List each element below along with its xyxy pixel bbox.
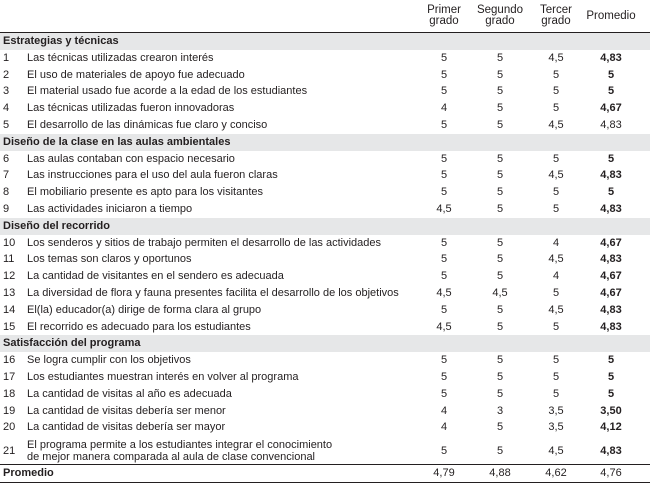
row-number: 12 <box>3 270 16 283</box>
total-c2: 4,88 <box>489 467 511 480</box>
row-text <box>27 100 234 117</box>
row-value-c4: 4,83 <box>600 51 622 64</box>
row-value-c1: 4 <box>440 404 448 417</box>
row-number: 9 <box>3 202 10 215</box>
table-row <box>0 352 650 369</box>
row-text <box>27 302 261 319</box>
row-value-c1: 5 <box>440 118 448 131</box>
table-row <box>0 83 650 100</box>
row-value-c2: 5 <box>496 320 504 333</box>
table-row <box>0 403 650 420</box>
row-value-c4: 4,83 <box>600 320 622 333</box>
row-value-c3: 5 <box>552 354 560 367</box>
row-value-c2: 5 <box>496 370 504 383</box>
row-number: 20 <box>3 421 16 434</box>
row-value-c3: 5 <box>552 186 560 199</box>
row-number: 17 <box>3 370 16 383</box>
row-value-c1: 5 <box>440 169 448 182</box>
table-row <box>0 167 650 184</box>
row-value-c2: 5 <box>496 354 504 367</box>
row-value-c4: 5 <box>607 152 615 165</box>
row-value-c4: 4,67 <box>600 102 622 115</box>
table-row <box>0 67 650 84</box>
row-text-line: Los temas son claros y oportunos <box>27 253 192 266</box>
row-text <box>27 386 232 403</box>
total-c1: 4,79 <box>433 467 455 480</box>
row-text <box>27 352 191 369</box>
row-value-c1: 5 <box>440 152 448 165</box>
row-text-line: El material usado fue acorde a la edad de los estudiantes <box>27 85 308 98</box>
row-value-c1: 5 <box>440 68 448 81</box>
row-value-c4: 5 <box>607 387 615 400</box>
row-value-c2: 5 <box>496 102 504 115</box>
row-value-c2: 5 <box>496 169 504 182</box>
table-row <box>0 386 650 403</box>
table-row <box>0 50 650 67</box>
row-text-line: La diversidad de flora y fauna presentes facilita el desarrollo de los objetivos <box>27 286 399 299</box>
row-text-line: El mobiliario presente es apto para los visitantes <box>27 186 264 199</box>
row-value-c2: 5 <box>496 236 504 249</box>
row-text-line: El recorrido es adecuado para los estudiantes <box>27 320 251 333</box>
row-value-c3: 4,5 <box>548 303 564 316</box>
row-text <box>27 251 191 268</box>
table-row <box>0 369 650 386</box>
row-value-c2: 5 <box>496 270 504 283</box>
row-value-c3: 4,5 <box>548 253 564 266</box>
row-number: 21 <box>3 445 16 458</box>
row-text-line: La cantidad de visitas debería ser mayor <box>27 421 226 434</box>
row-text <box>27 285 399 302</box>
row-value-c2: 5 <box>496 186 504 199</box>
row-text-line: Las instrucciones para el uso del aula fueron claras <box>27 169 278 182</box>
section-title: Diseño de la clase en las aulas ambientales <box>3 135 231 148</box>
row-text-line: Las técnicas utilizadas crearon interés <box>27 51 214 64</box>
row-value-c3: 4,5 <box>548 445 564 458</box>
row-value-c2: 5 <box>496 51 504 64</box>
row-text-line: Las actividades iniciaron a tiempo <box>27 202 193 215</box>
row-number: 16 <box>3 354 16 367</box>
table-row <box>0 319 650 336</box>
row-number: 19 <box>3 404 16 417</box>
row-value-c2: 5 <box>496 68 504 81</box>
row-text <box>27 67 245 84</box>
row-value-c4: 4,83 <box>600 253 622 266</box>
row-value-c1: 5 <box>440 445 448 458</box>
row-text-line: La cantidad de visitantes en el sendero es adecuada <box>27 270 284 283</box>
table-row <box>0 184 650 201</box>
row-number: 14 <box>3 303 16 316</box>
row-value-c2: 3 <box>496 404 504 417</box>
row-text-line: La cantidad de visitas al año es adecuada <box>27 387 232 400</box>
row-value-c4: 4,83 <box>600 118 622 131</box>
section-title: Estrategias y técnicas <box>3 35 119 47</box>
row-value-c2: 5 <box>496 303 504 316</box>
row-value-c2: 5 <box>496 85 504 98</box>
row-value-c3: 3,5 <box>548 404 564 417</box>
total-label: Promedio <box>3 467 54 480</box>
row-number: 11 <box>3 253 15 266</box>
section-title: Diseño del recorrido <box>3 219 110 232</box>
row-value-c4: 4,83 <box>600 169 622 182</box>
row-value-c3: 5 <box>552 85 560 98</box>
header-primer-grado: Primer grado <box>427 4 461 27</box>
table-row <box>0 117 650 134</box>
table-row <box>0 268 650 285</box>
row-value-c4: 5 <box>607 354 615 367</box>
row-value-c4: 4,12 <box>600 421 622 434</box>
row-value-c1: 4 <box>440 102 448 115</box>
row-number: 13 <box>3 286 16 299</box>
row-value-c3: 3,5 <box>548 421 564 434</box>
row-value-c3: 5 <box>552 387 560 400</box>
table-row <box>0 201 650 218</box>
row-value-c3: 5 <box>552 286 560 299</box>
row-text <box>27 184 263 201</box>
row-number: 1 <box>3 51 10 64</box>
row-value-c4: 4,67 <box>600 236 622 249</box>
row-value-c1: 5 <box>440 186 448 199</box>
row-text-line: El uso de materiales de apoyo fue adecuado <box>27 68 245 81</box>
row-value-c4: 5 <box>607 85 615 98</box>
row-value-c2: 5 <box>496 387 504 400</box>
row-text <box>27 419 225 436</box>
row-value-c1: 5 <box>440 354 448 367</box>
row-text <box>27 268 284 285</box>
row-value-c3: 5 <box>552 370 560 383</box>
row-value-c3: 4,5 <box>548 118 564 131</box>
row-number: 3 <box>3 85 10 98</box>
row-value-c1: 4,5 <box>436 320 452 333</box>
row-text <box>27 369 298 386</box>
row-number: 15 <box>3 320 16 333</box>
table-row <box>0 302 650 319</box>
row-value-c2: 5 <box>496 421 504 434</box>
row-value-c1: 5 <box>440 370 448 383</box>
row-text <box>27 117 267 134</box>
row-value-c1: 5 <box>440 303 448 316</box>
row-value-c4: 4,83 <box>600 445 622 458</box>
total-c3: 4,62 <box>545 467 567 480</box>
section-header <box>0 335 650 352</box>
section-header <box>0 134 650 151</box>
row-text-line: de mejor manera comparada al aula de clase convencional <box>27 451 316 464</box>
header-promedio: Promedio <box>586 10 636 22</box>
row-value-c2: 5 <box>496 152 504 165</box>
section-header <box>0 218 650 235</box>
row-value-c4: 5 <box>607 370 615 383</box>
row-number: 5 <box>3 118 10 131</box>
table-row <box>0 436 650 464</box>
row-value-c3: 5 <box>552 102 560 115</box>
row-text-line: Los senderos y sitios de trabajo permiten el desarrollo de las actividades <box>27 236 382 249</box>
row-value-c3: 4 <box>552 270 560 283</box>
row-value-c1: 5 <box>440 85 448 98</box>
row-value-c1: 4,5 <box>436 286 452 299</box>
row-text <box>27 235 381 252</box>
row-value-c1: 5 <box>440 51 448 64</box>
row-number: 18 <box>3 387 16 400</box>
row-value-c3: 5 <box>552 68 560 81</box>
row-value-c2: 4,5 <box>492 286 508 299</box>
row-value-c3: 5 <box>552 320 560 333</box>
row-number: 7 <box>3 169 10 182</box>
table-row <box>0 100 650 117</box>
row-text-line: Se logra cumplir con los objetivos <box>27 354 191 367</box>
row-value-c1: 5 <box>440 270 448 283</box>
header-tercer-grado: Tercer grado <box>540 4 572 27</box>
row-text-line: El(la) educador(a) dirige de forma clara al grupo <box>27 303 262 316</box>
row-text-line: Las aulas contaban con espacio necesario <box>27 152 235 165</box>
row-text-line: Las técnicas utilizadas fueron innovadoras <box>27 102 235 115</box>
row-value-c1: 5 <box>440 236 448 249</box>
row-text-line: El programa permite a los estudiantes integrar el conocimiento <box>27 439 333 452</box>
table-row <box>0 285 650 302</box>
row-value-c3: 4,5 <box>548 51 564 64</box>
row-value-c4: 5 <box>607 186 615 199</box>
table-row <box>0 419 650 436</box>
row-value-c4: 3,50 <box>600 404 622 417</box>
row-value-c4: 4,67 <box>600 270 622 283</box>
row-value-c3: 5 <box>552 152 560 165</box>
row-value-c2: 5 <box>496 253 504 266</box>
row-text <box>27 403 226 420</box>
row-value-c1: 4,5 <box>436 202 452 215</box>
section-title: Satisfacción del programa <box>3 337 141 350</box>
total-c4: 4,76 <box>600 467 622 480</box>
row-value-c4: 4,83 <box>600 303 622 316</box>
row-text-line: El desarrollo de las dinámicas fue claro y conciso <box>27 118 268 131</box>
row-text <box>27 439 332 463</box>
row-value-c4: 4,83 <box>600 202 622 215</box>
row-text <box>27 167 278 184</box>
section-header <box>0 33 650 50</box>
table-row <box>0 251 650 268</box>
row-text <box>27 83 307 100</box>
row-text <box>27 319 251 336</box>
row-text-line: La cantidad de visitas debería ser menor <box>27 404 226 417</box>
row-text <box>27 151 235 168</box>
row-value-c2: 5 <box>496 445 504 458</box>
row-value-c2: 5 <box>496 118 504 131</box>
table-row <box>0 151 650 168</box>
row-text <box>27 201 192 218</box>
row-value-c4: 4,67 <box>600 286 622 299</box>
row-value-c2: 5 <box>496 202 504 215</box>
row-text <box>27 50 213 67</box>
row-value-c1: 5 <box>440 253 448 266</box>
row-number: 10 <box>3 236 16 249</box>
table-body <box>0 33 650 464</box>
table-row <box>0 235 650 252</box>
row-value-c3: 5 <box>552 202 560 215</box>
total-row <box>0 464 650 483</box>
table-header <box>0 0 650 33</box>
row-number: 6 <box>3 152 10 165</box>
row-value-c1: 4 <box>440 421 448 434</box>
row-text-line: Los estudiantes muestran interés en volver al programa <box>27 370 299 383</box>
row-value-c3: 4,5 <box>548 169 564 182</box>
row-value-c4: 5 <box>607 68 615 81</box>
row-number: 4 <box>3 102 10 115</box>
row-number: 8 <box>3 186 10 199</box>
row-number: 2 <box>3 68 10 81</box>
row-value-c3: 4 <box>552 236 560 249</box>
row-value-c1: 5 <box>440 387 448 400</box>
header-segundo-grado: Segundo grado <box>476 4 524 27</box>
